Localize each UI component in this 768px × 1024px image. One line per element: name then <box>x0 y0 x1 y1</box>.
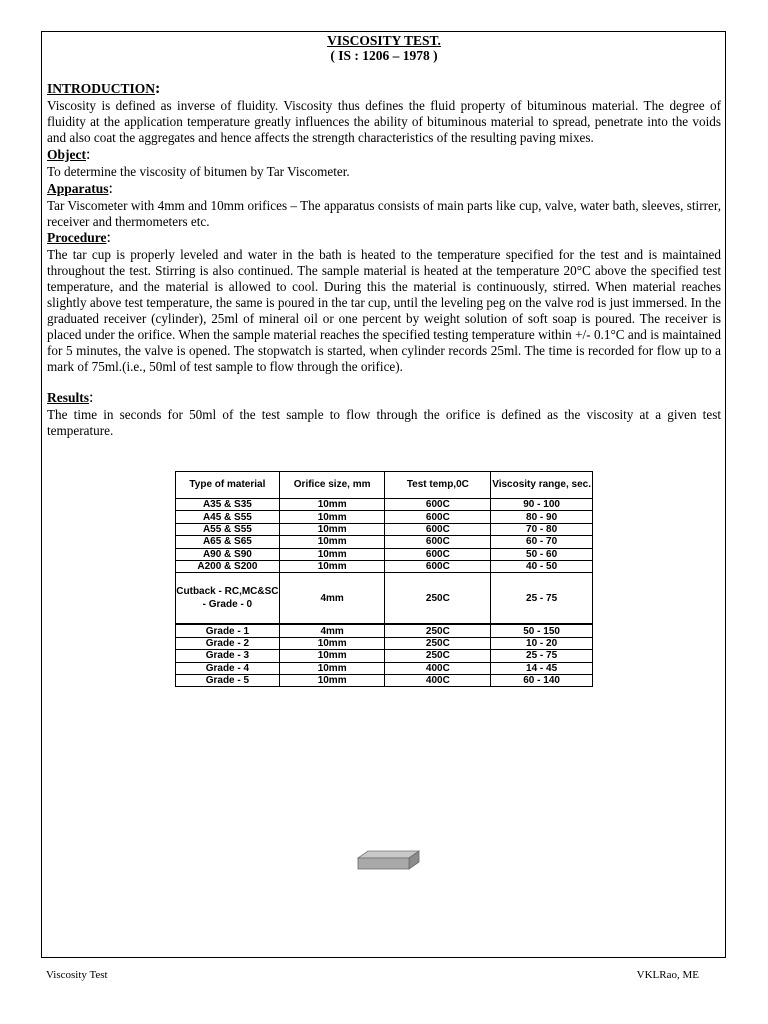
cell-test-temp: 600C <box>385 548 491 560</box>
cell-viscosity-range: 70 - 80 <box>491 523 593 535</box>
cell-orifice-size: 10mm <box>279 662 385 674</box>
footer-left-text: Viscosity Test <box>46 969 108 981</box>
header-type-of-material: Type of material <box>176 472 280 499</box>
cell-orifice-size: 10mm <box>279 674 385 686</box>
cell-viscosity-range: 25 - 75 <box>491 573 593 625</box>
title-line-2: ( IS : 1206 – 1978 ) <box>330 48 438 63</box>
cell-test-temp: 600C <box>385 560 491 572</box>
introduction-colon: : <box>155 80 161 97</box>
introduction-text: Viscosity is defined as inverse of fluidity. Viscosity thus defines the fluid property of bituminous material. The degree of fluidity at the application temperature greatly influences the ability of bituminous material to spread, penetrate into the voids and also coat the aggregates and hence affects the strength characteristics of the resulting paving mixes. <box>47 98 721 145</box>
cell-material: Grade - 3 <box>176 650 280 662</box>
cell-test-temp: 400C <box>385 662 491 674</box>
cell-material: A35 & S35 <box>176 499 280 511</box>
procedure-heading: Procedure <box>47 230 107 246</box>
cell-orifice-size: 4mm <box>279 624 385 637</box>
results-section <box>47 389 721 439</box>
table-body <box>176 499 593 687</box>
spacer <box>47 375 721 389</box>
table-row <box>176 650 593 662</box>
cell-viscosity-range: 50 - 150 <box>491 624 593 637</box>
apparatus-colon: : <box>108 179 113 197</box>
cell-material: A65 & S65 <box>176 536 280 548</box>
cell-orifice-size: 10mm <box>279 523 385 535</box>
header-viscosity-range: Viscosity range, sec. <box>491 472 593 499</box>
cell-viscosity-range: 90 - 100 <box>491 499 593 511</box>
table-header-row <box>176 472 593 499</box>
procedure-section <box>47 229 721 374</box>
apparatus-section <box>47 180 721 230</box>
cell-viscosity-range: 50 - 60 <box>491 548 593 560</box>
results-heading: Results <box>47 389 90 405</box>
title-line-1: VISCOSITY TEST. <box>327 33 441 48</box>
table-row <box>176 674 593 686</box>
table-row <box>176 624 593 637</box>
document-title <box>47 33 721 63</box>
cell-test-temp: 400C <box>385 674 491 686</box>
document-body <box>47 33 721 439</box>
table-row <box>176 548 593 560</box>
cell-orifice-size: 10mm <box>279 548 385 560</box>
cell-orifice-size: 10mm <box>279 499 385 511</box>
header-test-temp: Test temp,0C <box>385 472 491 499</box>
cell-orifice-size: 4mm <box>279 573 385 625</box>
cell-test-temp: 600C <box>385 536 491 548</box>
cell-orifice-size: 10mm <box>279 536 385 548</box>
cell-orifice-size: 10mm <box>279 637 385 649</box>
cell-material: Grade - 2 <box>176 637 280 649</box>
cell-test-temp: 600C <box>385 523 491 535</box>
cell-viscosity-range: 60 - 140 <box>491 674 593 686</box>
spacer <box>47 63 721 80</box>
object-colon: : <box>85 145 91 163</box>
cell-material: A90 & S90 <box>176 548 280 560</box>
cell-material: A45 & S55 <box>176 511 280 523</box>
footer-right-text: VKLRao, ME <box>636 969 699 981</box>
object-text: To determine the viscosity of bitumen by Tar Viscometer. <box>47 163 350 179</box>
introduction-heading: INTRODUCTION <box>47 81 156 96</box>
cell-test-temp: 250C <box>385 624 491 637</box>
cell-viscosity-range: 60 - 70 <box>491 536 593 548</box>
results-colon: : <box>89 388 94 406</box>
object-section <box>47 146 721 180</box>
apparatus-text: Tar Viscometer with 4mm and 10mm orifices – The apparatus consists of main parts like cup, valve, water bath, sleeves, stirrer, receiver and thermometers etc. <box>47 197 721 229</box>
cell-test-temp: 600C <box>385 499 491 511</box>
cell-material: Grade - 1 <box>176 624 280 637</box>
procedure-text: The tar cup is properly leveled and water in the bath is heated to the temperature specified for the test and is maintained throughout the test. Stirring is also continued. The sample material is heated at the temperature 20°C above the specified test temperature, and the material is allowed to cool. During this the material is continuously, stirred. When material reaches slightly above test temperature, the same is poured in the tar cup, until the leveling peg on the valve rod is just immersed. In the graduated receiver (cylinder), 25ml of mineral oil or one percent by weight solution of soft soap is poured. The receiver is placed under the orifice. When the sample material reaches the specified testing temperature within +/- 0.1°C and is maintained for 5 minutes, the valve is opened. The stopwatch is started, when cylinder records 25ml. The time is recorded for flow up to a mark of 75ml.(i.e., 50ml of test sample to flow through the orifice). <box>47 247 721 374</box>
cell-material: A200 & S200 <box>176 560 280 572</box>
table-row <box>176 637 593 649</box>
cell-viscosity-range: 14 - 45 <box>491 662 593 674</box>
introduction-section <box>47 80 721 146</box>
cell-test-temp: 600C <box>385 511 491 523</box>
cell-material: Cutback - RC,MC&SC - Grade - 0 <box>176 573 280 625</box>
table-row <box>176 523 593 535</box>
decorative-slab-shape <box>356 850 420 872</box>
cell-material: A55 & S55 <box>176 523 280 535</box>
object-heading: Object <box>47 146 86 162</box>
cell-viscosity-range: 25 - 75 <box>491 650 593 662</box>
table-row <box>176 499 593 511</box>
cell-test-temp: 250C <box>385 637 491 649</box>
cell-test-temp: 250C <box>385 573 491 625</box>
table-row <box>176 511 593 523</box>
header-orifice-size: Orifice size, mm <box>279 472 385 499</box>
table-row <box>176 662 593 674</box>
cell-viscosity-range: 80 - 90 <box>491 511 593 523</box>
cell-material: Grade - 4 <box>176 662 280 674</box>
cell-viscosity-range: 10 - 20 <box>491 637 593 649</box>
viscosity-table <box>175 471 593 687</box>
cell-material: Grade - 5 <box>176 674 280 686</box>
procedure-colon: : <box>106 229 111 247</box>
cell-orifice-size: 10mm <box>279 650 385 662</box>
cell-viscosity-range: 40 - 50 <box>491 560 593 572</box>
cell-test-temp: 250C <box>385 650 491 662</box>
table-row <box>176 536 593 548</box>
cell-orifice-size: 10mm <box>279 511 385 523</box>
table-row <box>176 560 593 572</box>
apparatus-heading: Apparatus <box>47 180 109 196</box>
table-row <box>176 573 593 625</box>
cell-orifice-size: 10mm <box>279 560 385 572</box>
results-text: The time in seconds for 50ml of the test sample to flow through the orifice is defined as the viscosity at a given test temperature. <box>47 406 721 438</box>
